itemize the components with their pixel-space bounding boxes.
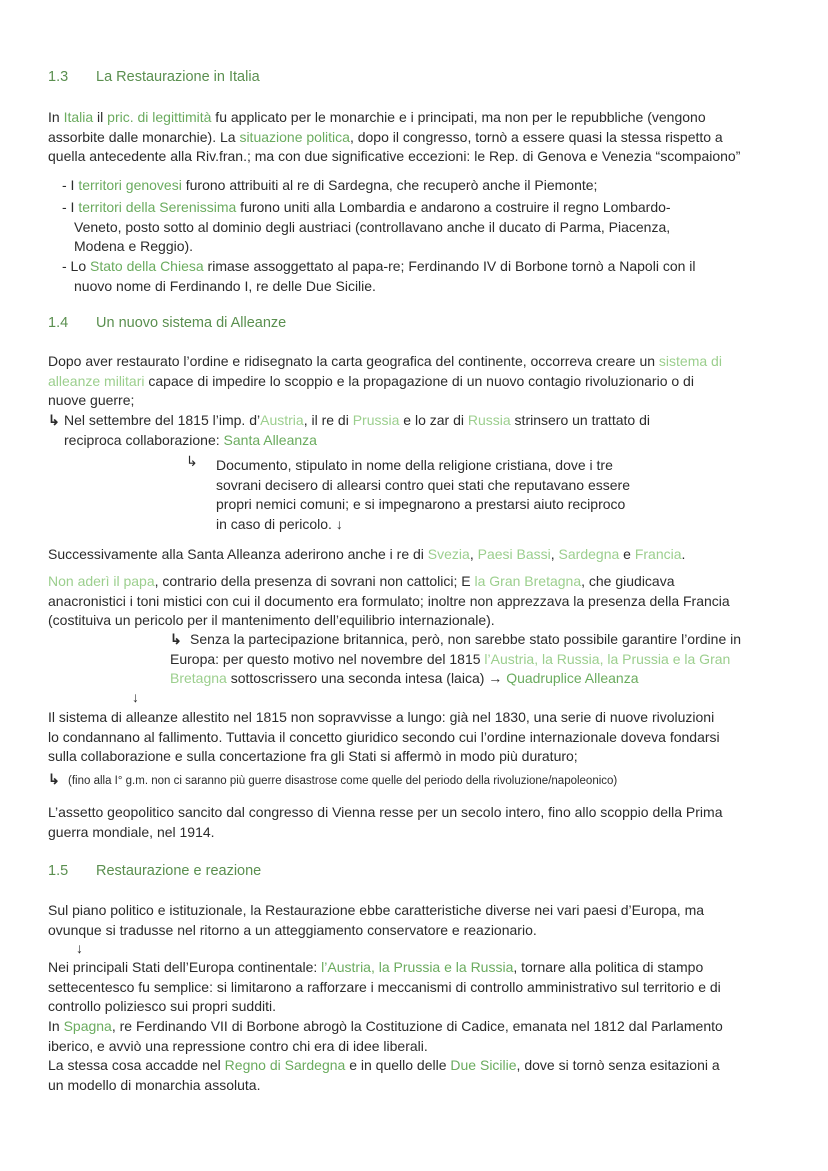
text-line: Modena e Reggio). (74, 238, 194, 254)
sub-arrow-icon: ↳ (48, 771, 60, 787)
highlight: Italia (63, 109, 94, 125)
highlight: Francia (634, 546, 682, 562)
text-line (48, 352, 722, 372)
text-line (48, 431, 650, 451)
text: Nei principali Stati dell’Europa continentale: (48, 959, 322, 975)
highlight: situazione politica (239, 128, 350, 145)
text: In (48, 1018, 64, 1034)
text: , il re di (303, 412, 353, 428)
bullet-chiesa (62, 257, 696, 296)
text: In (48, 109, 64, 125)
sub-arrow-icon: ↳ (186, 453, 198, 469)
down-arrow-icon: ↓ (132, 689, 139, 705)
text: , che giudicava (581, 573, 675, 589)
highlight: Quadruplice Alleanza (506, 670, 639, 686)
text: Dopo aver restaurato l’ordine e ridisegnato la carta geografica del continente, occorreva creare un (48, 353, 659, 369)
highlight: Due Sicilie (450, 1057, 517, 1073)
text-line (48, 411, 650, 431)
paragraph-assetto (48, 803, 722, 842)
paragraph-adesioni (48, 545, 685, 565)
text-line: (costituiva un pericolo per il mantenimento dell’equilibrio internazionale). (48, 612, 495, 628)
section-number: 1.4 (48, 315, 69, 331)
text: sottoscrissero una seconda intesa (laica) (226, 670, 489, 686)
text-line (48, 1056, 720, 1076)
text-line (170, 650, 741, 670)
text: e lo zar di (399, 412, 468, 428)
text-line (48, 108, 740, 128)
text-line: propri nemici comuni; e si impegnarono a prestarsi aiuto reciproco (216, 496, 626, 512)
text-line: sovrani decisero di allearsi contro quei stati che reputavano essere (216, 476, 631, 493)
paragraph-alleanze (48, 352, 722, 411)
text-line: Documento, stipulato in nome della religione cristiana, dove i tre (216, 457, 613, 473)
text: Successivamente alla Santa Alleanza aderirono anche i re di (48, 546, 428, 562)
text: Senza la partecipazione britannica, però, non sarebbe stato possibile garantire l’ordine in (190, 631, 742, 647)
text: - Lo (62, 258, 91, 274)
section-title: Un nuovo sistema di Alleanze (96, 315, 287, 331)
text: , (469, 546, 478, 562)
highlight: Prussia (352, 412, 400, 428)
text: il (93, 109, 108, 125)
text: , tornare alla politica di stampo (513, 959, 704, 975)
text-line: guerra mondiale, nel 1914. (48, 823, 215, 840)
sub-arrow-icon: ↳ (170, 631, 182, 647)
section-number: 1.5 (48, 863, 69, 879)
text-line: ovunque si tradusse nel ritorno a un atteggiamento conservatore e reazionario. (48, 921, 537, 938)
text-line (62, 198, 671, 218)
paragraph-sardegna-sicilie (48, 1056, 720, 1095)
text-line (62, 257, 696, 277)
text-line: lo condannano al fallimento. Tuttavia il concetto giuridico secondo cui l’ordine internazionale doveva fondarsi (48, 728, 720, 745)
text-line: Sul piano politico e istituzionale, la Restaurazione ebbe caratteristiche diverse nei vari paesi d’Europa, ma (48, 902, 705, 918)
text: fu applicato per le monarchie e i principati, ma non per le repubbliche (vengono (211, 109, 706, 125)
paragraph-quadruplice (170, 630, 741, 689)
section-title: La Restaurazione in Italia (96, 69, 260, 85)
text-line: L’assetto geopolitico sancito dal congresso di Vienna resse per un secolo intero, fino allo scoppio della Prima (48, 804, 723, 820)
paragraph-sistema-alleanze (48, 708, 720, 767)
section-heading-1-4 (48, 314, 286, 334)
highlight: territori della Serenissima (78, 199, 237, 215)
text-line: Il sistema di alleanze allestito nel 1815 non sopravvisse a lungo: già nel 1830, una serie di nuove rivoluzioni (48, 709, 715, 725)
text-line: un modello di monarchia assoluta. (48, 1076, 261, 1093)
bullet-genova (62, 176, 597, 196)
text-line (170, 669, 741, 689)
highlight: sistema di (658, 353, 722, 369)
text-line: controllo poliziesco sui propri sudditi. (48, 998, 276, 1014)
paragraph-stati-continentali (48, 958, 721, 1017)
text: reciproca collaborazione: (64, 431, 224, 448)
text: , re Ferdinando VII di Borbone abrogò la Costituzione di Cadice, emanata nel 1812 dal Parlamento (111, 1018, 723, 1034)
text-line: in caso di pericolo. ↓ (216, 515, 343, 532)
highlight: Svezia (427, 546, 470, 562)
text: , (550, 546, 559, 562)
text: . (681, 546, 686, 562)
text: rimase assoggettato al papa-re; Ferdinando IV di Borbone tornò a Napoli con il (203, 258, 696, 274)
text: - I (62, 177, 79, 193)
highlight: l’Austria, la Prussia e la Russia (321, 959, 514, 975)
paragraph-santa-alleanza (48, 411, 650, 450)
paragraph-papa-britannia (48, 572, 730, 631)
text: Nel settembre del 1815 l’imp. d’ (64, 412, 261, 428)
highlight: l’Austria, la Russia, la Prussia e la Gran (484, 650, 731, 667)
note-line (48, 770, 617, 792)
highlight: Austria (260, 412, 304, 428)
highlight: Bretagna (170, 670, 227, 686)
text-line: nuovo nome di Ferdinando I, re delle Due Sicilie. (74, 277, 376, 294)
highlight: alleanze militari (48, 372, 145, 389)
paragraph-italia (48, 108, 740, 167)
text-line: settecentesco fu semplice: si limitarono a rafforzare i meccanismi di controllo amministrativo sul territorio e di (48, 978, 721, 995)
section-title: Restaurazione e reazione (96, 863, 262, 879)
highlight: pric. di legittimità (107, 109, 212, 125)
highlight: Non aderì il papa (48, 573, 155, 589)
text: strinsero un trattato di (510, 412, 650, 428)
paragraph-documento (216, 456, 630, 534)
text-line (48, 128, 740, 148)
text: - I (62, 199, 79, 215)
text-line: iberico, e avviò una repressione contro chi era di idee liberali. (48, 1037, 428, 1054)
text-line: nuove guerre; (48, 392, 135, 408)
text: La stessa cosa accadde nel (48, 1057, 225, 1073)
text-line: Veneto, posto sotto al dominio degli austriaci (controllavano anche il ducato di Parma, Piacenza, (74, 218, 671, 235)
text: , dopo il congresso, tornò a essere quasi la stessa rispetto a (349, 128, 723, 145)
text: , dove si tornò senza esitazioni a (516, 1057, 720, 1073)
text: , contrario della presenza di sovrani non cattolici; E (154, 573, 475, 589)
text: capace di impedire lo scoppio e la propagazione di un nuovo contagio rivoluzionario o di (144, 372, 694, 389)
text-line (48, 372, 722, 392)
text: e in quello delle (345, 1057, 451, 1073)
text-line (170, 630, 741, 650)
bullet-serenissima (62, 198, 671, 257)
text: Europa: per questo motivo nel novembre del 1815 (170, 650, 485, 667)
highlight: Sardegna (558, 546, 620, 562)
section-number: 1.3 (48, 69, 69, 85)
highlight: la Gran Bretagna (474, 573, 582, 589)
right-arrow-icon: → (488, 670, 503, 686)
text-line: sulla collaborazione e sulla concertazione fra gli Stati si affermò in modo più duraturo; (48, 748, 578, 764)
highlight: Regno di Sardegna (224, 1057, 346, 1073)
highlight: Russia (467, 412, 511, 428)
text: e (619, 546, 635, 562)
note-text: (fino alla I° g.m. non ci saranno più guerre disastrose come quelle del periodo della rivoluzione/napoleonico) (68, 775, 618, 787)
text-line (48, 572, 730, 592)
down-arrow-icon: ↓ (76, 940, 83, 956)
text: furono attribuiti al re di Sardegna, che recuperò anche il Piemonte; (181, 177, 598, 193)
paragraph-piano-politico (48, 901, 704, 940)
highlight: Stato della Chiesa (90, 258, 204, 274)
text-line: quella antecedente alla Riv.fran.; ma con due significative eccezioni: le Rep. di Genova e Venezia “scompaiono” (48, 148, 741, 164)
highlight: Santa Alleanza (223, 431, 317, 448)
text: furono uniti alla Lombardia e andarono a costruire il regno Lombardo- (236, 199, 671, 215)
highlight: territori genovesi (78, 177, 182, 193)
text-line: anacronistici i toni mistici con cui il documento era formulato; inoltre non apprezzava la presenza della Francia (48, 592, 730, 609)
sub-arrow-icon: ↳ (48, 412, 60, 428)
section-heading-1-5 (48, 862, 261, 882)
highlight: Paesi Bassi (477, 546, 551, 562)
text-line (48, 958, 721, 978)
paragraph-spagna (48, 1017, 723, 1056)
text: assorbite dalle monarchie). La (48, 128, 240, 145)
highlight: Spagna (63, 1018, 112, 1034)
section-heading-1-3 (48, 68, 260, 88)
text-line (48, 1017, 723, 1037)
